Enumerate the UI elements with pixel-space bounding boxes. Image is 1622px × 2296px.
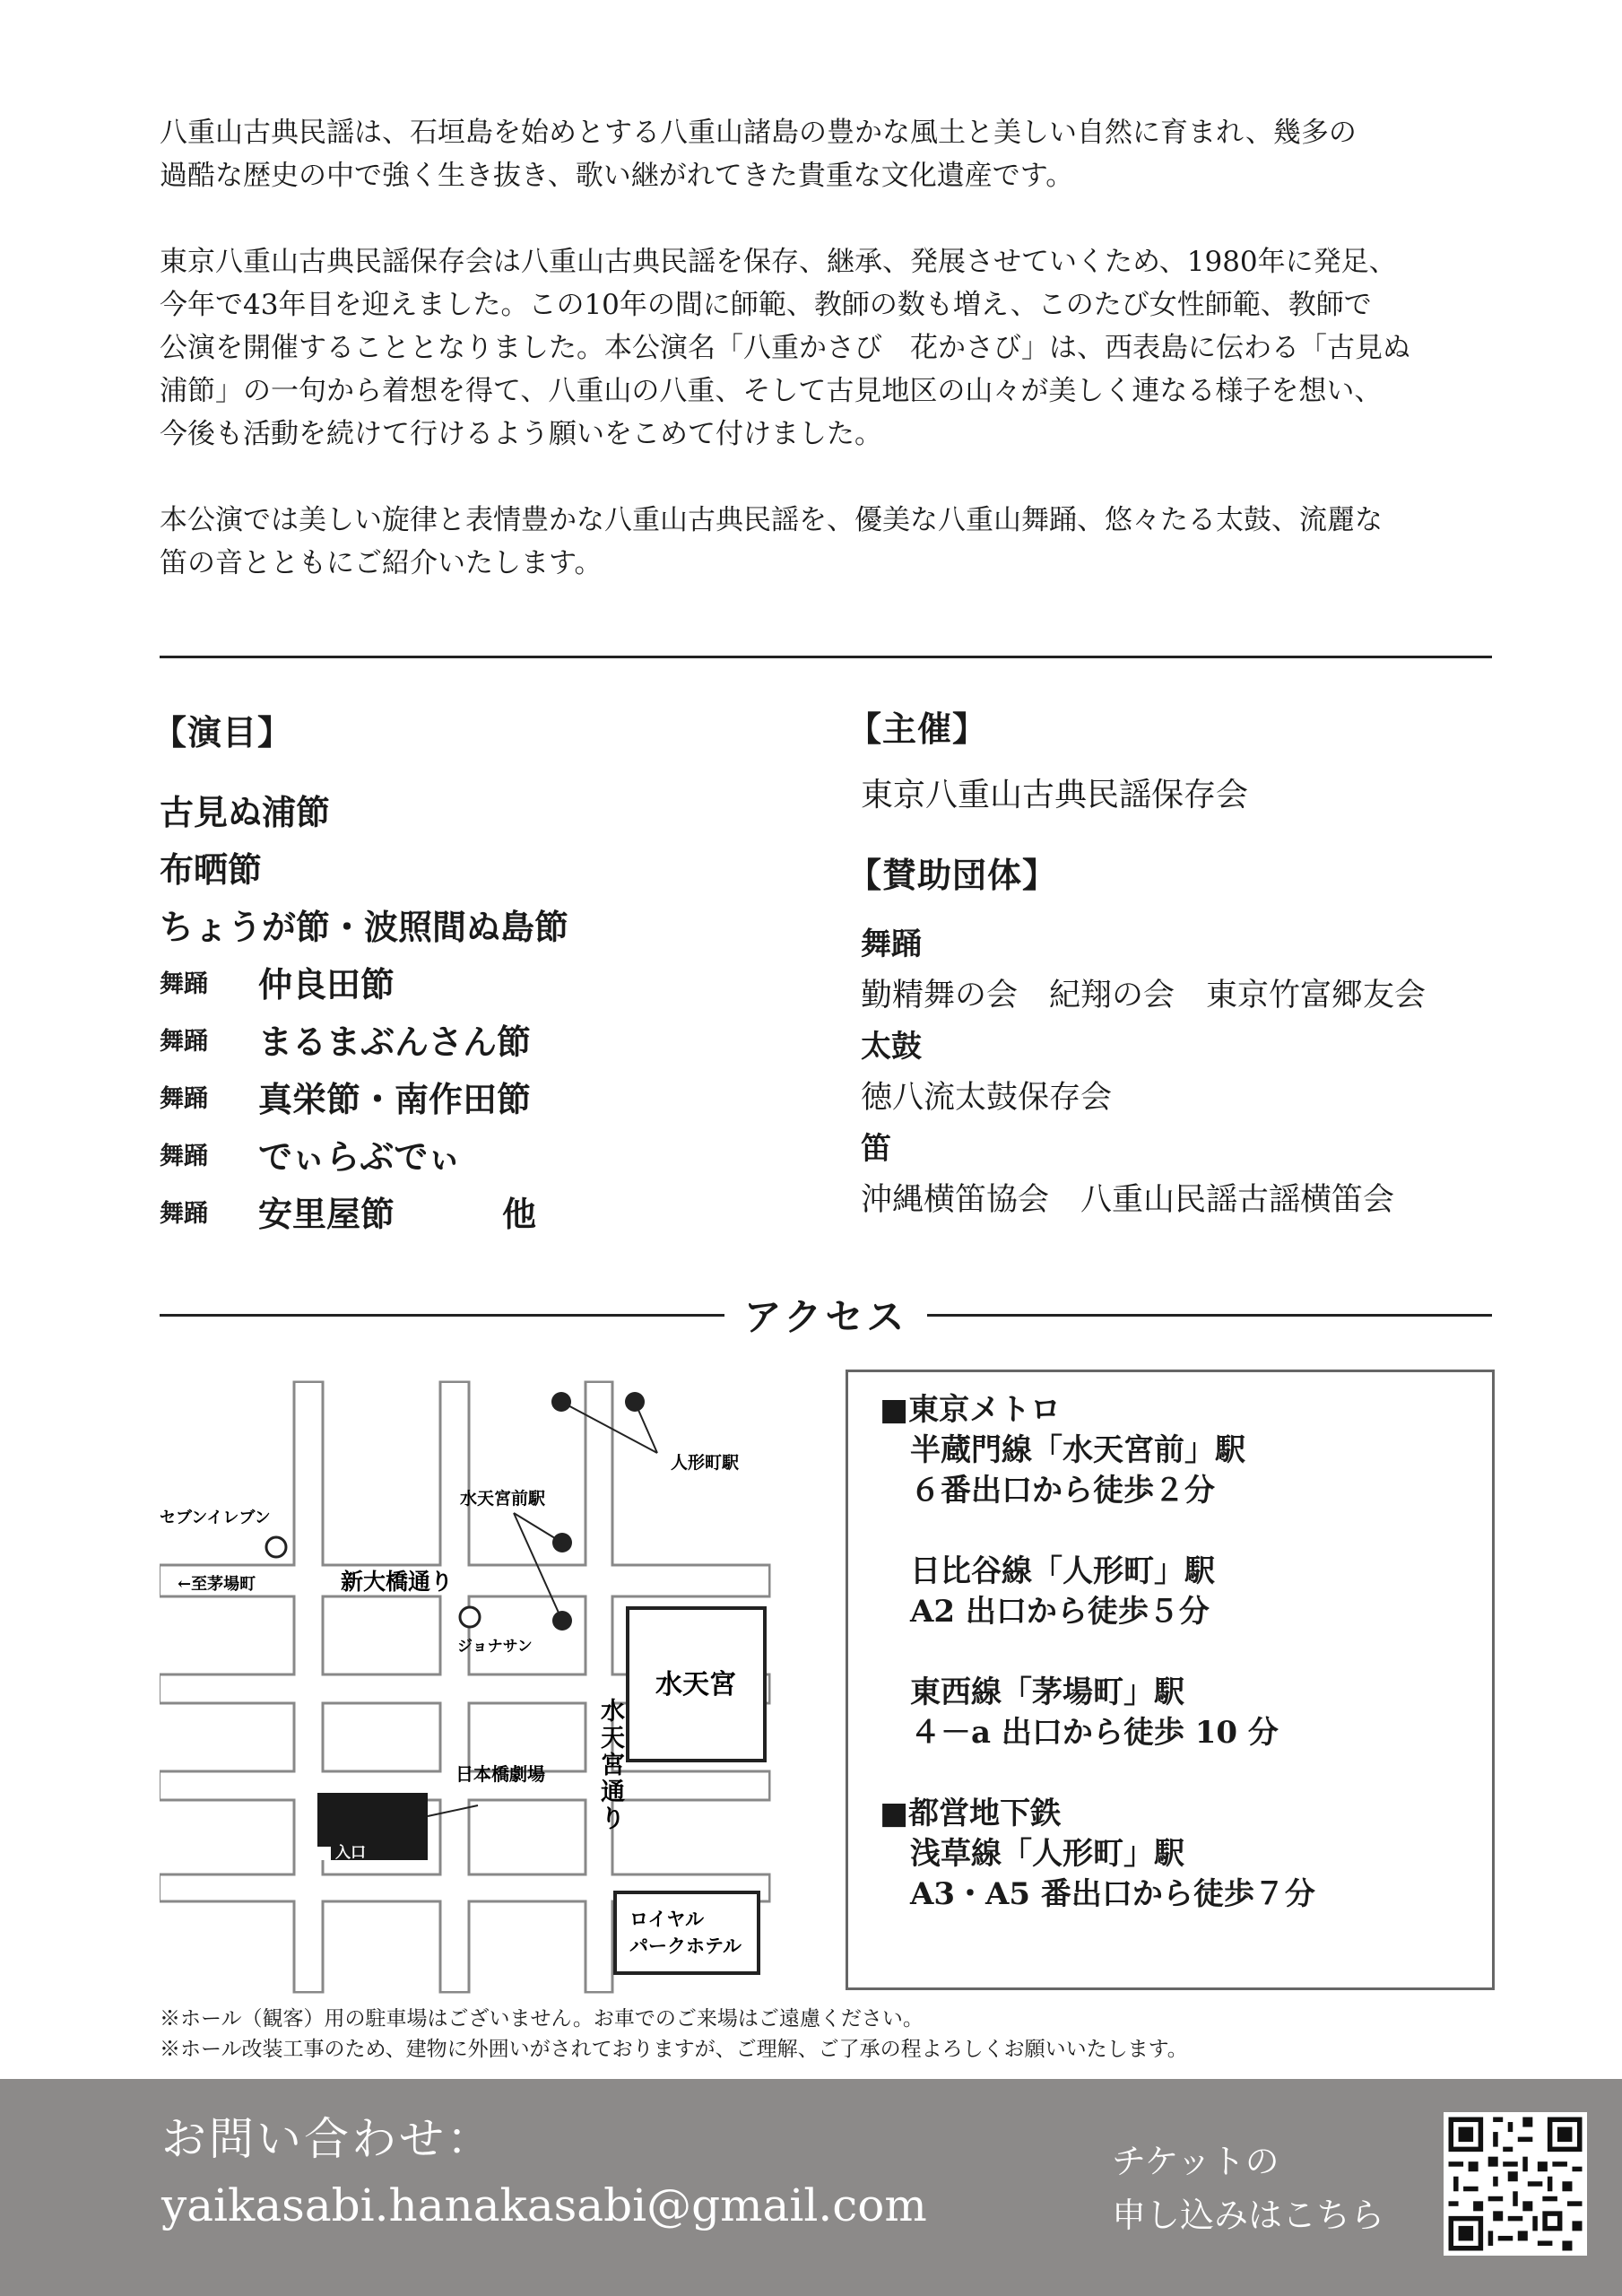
route-operator: ■都営地下鉄: [880, 1796, 1062, 1831]
program-title: 仲良田節: [258, 963, 395, 1004]
sponsor-category: 舞踊: [861, 926, 922, 962]
sponsors-heading: 【賛助団体】: [847, 855, 1058, 895]
map-label-shin-ohashi: 新大橋通り: [341, 1569, 454, 1595]
divider: [160, 656, 1492, 658]
access-map: [160, 1368, 787, 1996]
ticket-caption-line-2: 申し込みはこちら: [1112, 2196, 1385, 2235]
program-item: [160, 952, 568, 1010]
intro-paragraph-3: 本公演では美しい旋律と表情豊かな八重山古典民謡を、優美な八重山舞踊、悠々たる太鼓、流麗な 笛の音とともにご紹介いたします。: [160, 504, 1383, 579]
ticket-caption: [1112, 2135, 1384, 2242]
entrance-marker: [317, 1847, 331, 1860]
program-item: [160, 838, 568, 895]
map-label-theater: 日本橋劇場: [455, 1763, 545, 1785]
route-line: 浅草線「人形町」駅: [910, 1836, 1184, 1872]
program-title: 古見ぬ浦節: [160, 791, 331, 832]
sponsor-names: 沖縄横笛協会 八重山民謡古謡横笛会: [861, 1182, 1395, 1218]
route-exit: ４－a 出口から徒歩 10 分: [910, 1715, 1279, 1751]
map-label-hotel-1: ロイヤル: [629, 1908, 705, 1930]
program-title: でぃらぶでぃ: [258, 1135, 462, 1177]
map-label-ningyocho: 人形町駅: [671, 1453, 740, 1473]
sponsor-list: [861, 919, 1426, 1226]
qr-code-icon[interactable]: [1444, 2112, 1587, 2256]
map-label-suitengumae: 水天宮前駅: [460, 1489, 546, 1509]
program-item: [160, 1125, 568, 1182]
program-title: 安里屋節: [258, 1193, 395, 1234]
theater-building: [317, 1793, 428, 1860]
program-heading: 【演目】: [152, 712, 293, 752]
host-heading: 【主催】: [847, 709, 988, 749]
route-line: 半蔵門線「水天宮前」駅: [910, 1432, 1245, 1468]
seven-eleven-marker: [266, 1537, 286, 1557]
note-parking: ※ホール（観客）用の駐車場はございません。お車でのご来場はご遠慮ください。: [160, 2007, 924, 2031]
route-info-box: [846, 1370, 1495, 1990]
map-label-suitengu-dori: 水 天 宮 通 り: [601, 1698, 625, 1833]
route-line: 東西線「茅場町」駅: [910, 1674, 1184, 1710]
program-item: [160, 1067, 568, 1125]
program-item: [160, 780, 568, 838]
sponsor-names: 勤精舞の会 紀翔の会 東京竹富郷友会: [861, 978, 1427, 1013]
program-title: まるまぶんさん節: [258, 1021, 532, 1062]
program-title: ちょうが節・波照間ぬ島節: [160, 906, 569, 947]
access-rule-right: [927, 1314, 1492, 1317]
program-etc: 他: [502, 1193, 537, 1234]
sponsor-category: 笛: [861, 1131, 891, 1167]
program-tag: 舞踊: [160, 1199, 208, 1228]
access-heading-row: [160, 1292, 1492, 1338]
program-list: [160, 780, 568, 1239]
intro-paragraph-1: 八重山古典民謡は、石垣島を始めとする八重山諸島の豊かな風土と美しい自然に育まれ、幾多の 過酷な歴史の中で強く生き抜き、歌い継がれてきた貴重な文化遺産です。: [160, 117, 1357, 192]
program-item: [160, 1010, 568, 1067]
map-label-suitengu: 水天宮: [655, 1669, 736, 1700]
access-heading: アクセス: [743, 1295, 908, 1339]
contact-label: お問い合わせ：: [161, 2113, 494, 2165]
map-label-entrance: 入口: [335, 1844, 366, 1862]
program-item: [160, 895, 568, 952]
route-exit: A3・A5 番出口から徒歩７分: [910, 1876, 1315, 1912]
route-line: 日比谷線「人形町」駅: [910, 1553, 1215, 1589]
map-label-jonathan: ジョナサン: [457, 1638, 533, 1656]
jonathan-marker: [460, 1607, 480, 1627]
program-item: [160, 1182, 568, 1239]
map-label-seven-eleven: セブンイレブン: [160, 1509, 271, 1527]
sponsor-category: 太鼓: [861, 1029, 922, 1065]
note-renovation: ※ホール改装工事のため、建物に外囲いがされておりますが、ご理解、ご了承の程よろしくお願いいたします。: [160, 2038, 1188, 2061]
map-label-hotel-2: パークホテル: [629, 1935, 742, 1957]
contact-email[interactable]: yaikasabi.hanakasabi@gmail.com: [161, 2179, 927, 2231]
route-operator: ■東京メトロ: [880, 1392, 1062, 1428]
map-label-to-kayabacho: ←至茅場町: [178, 1575, 256, 1594]
route-exit: ６番出口から徒歩２分: [910, 1473, 1215, 1509]
access-rule-left: [160, 1314, 724, 1317]
ticket-caption-line-1: チケットの: [1112, 2142, 1279, 2181]
program-tag: 舞踊: [160, 1142, 208, 1170]
intro-text: [160, 111, 1505, 585]
program-title: 真栄節・南作田節: [258, 1078, 532, 1119]
notes: [160, 2004, 1188, 2065]
royal-park-hotel: [615, 1892, 759, 1973]
program-tag: 舞踊: [160, 1084, 208, 1113]
intro-paragraph-2: 東京八重山古典民謡保存会は八重山古典民謡を保存、継承、発展させていくため、1980年に発足、 今年で43年目を迎えました。この10年の間に師範、教師の数も増え、このたび女性師範、教師で 公演を開催することとなりました。本公演名「八重かさび 花かさび」は、西表島に伝わる「古見ぬ 浦節」の一句から着想を得て、八重山の八重、そして古見地区の山々が美しく連なる様子を想い、 今後も活動を続けて行けるよう願いをこめて付けました。: [160, 246, 1410, 450]
program-tag: 舞踊: [160, 970, 208, 998]
program-tag: 舞踊: [160, 1027, 208, 1056]
host-name: 東京八重山古典民謡保存会: [861, 777, 1249, 813]
route-exit: A2 出口から徒歩５分: [910, 1594, 1210, 1630]
sponsor-names: 徳八流太鼓保存会: [861, 1080, 1113, 1116]
program-title: 布晒節: [160, 848, 263, 890]
